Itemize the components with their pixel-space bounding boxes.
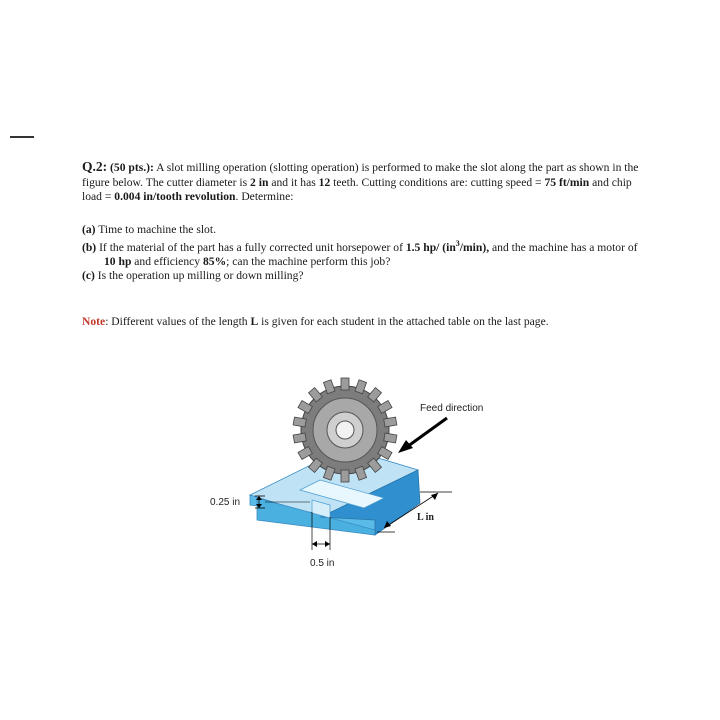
- width-arrow-left: [312, 541, 317, 547]
- cutter-tooth: [293, 417, 306, 427]
- motor-power: 10 hp: [104, 255, 132, 269]
- note-label: Note: [82, 315, 106, 328]
- width-arrow-right: [325, 541, 330, 547]
- width-label: 0.5 in: [310, 558, 335, 569]
- part-b-text-1: If the material of the part has a fully corrected unit horsepower of: [96, 241, 406, 255]
- part-b-text-2: and the machine has a motor of: [489, 241, 638, 255]
- part-a-label: (a): [82, 223, 96, 236]
- part-b-label: (b): [82, 241, 97, 255]
- part-c-label: (c): [82, 269, 95, 283]
- cutter-tooth: [293, 433, 306, 443]
- feed-direction-arrow: [404, 418, 447, 449]
- note-text-2: is given for each student in the attached table on the last page.: [258, 315, 549, 328]
- chip-load: 0.004 in/tooth revolution: [114, 190, 236, 204]
- question-text-2: and it has: [268, 175, 319, 189]
- note-text-1: : Different values of the length: [105, 315, 251, 328]
- question-text-5: . Determine:: [235, 190, 294, 204]
- note-length-symbol: L: [250, 315, 259, 328]
- cutter-tooth: [384, 433, 397, 443]
- cutter-tooth: [341, 470, 349, 482]
- depth-label: 0.25 in: [210, 497, 241, 508]
- efficiency: 85%: [202, 255, 227, 269]
- question-text-4: and chip load =: [82, 175, 632, 204]
- teeth-count: 12: [318, 175, 331, 189]
- part-b-text-3: and efficiency: [131, 255, 203, 269]
- cutting-speed: 75 ft/min: [544, 175, 590, 189]
- cutter-diameter: 2 in: [250, 175, 269, 189]
- cutter-tooth: [341, 378, 349, 390]
- feed-arrowhead: [398, 440, 413, 453]
- length-label: L in: [417, 512, 434, 523]
- feed-direction-label: Feed direction: [420, 403, 484, 414]
- question-text-3: teeth. Cutting conditions are: cutting speed =: [330, 175, 545, 189]
- question-text-1: A slot milling operation (slotting operation) is performed to make the slot along the part as shown in the figure below. The cutter diameter is: [82, 161, 639, 189]
- unit-horsepower: 1.5 hp/ $(in^3/\min)$,: [405, 239, 490, 255]
- cutter-tooth: [384, 417, 397, 427]
- question-number: Q.2:: [82, 159, 108, 174]
- part-a-text: Time to machine the slot.: [95, 223, 216, 236]
- part-b-text-4: ; can the machine perform this job?: [226, 255, 391, 269]
- question-points: (50 pts.):: [110, 161, 154, 174]
- part-c-text: Is the operation up milling or down milling?: [94, 269, 304, 283]
